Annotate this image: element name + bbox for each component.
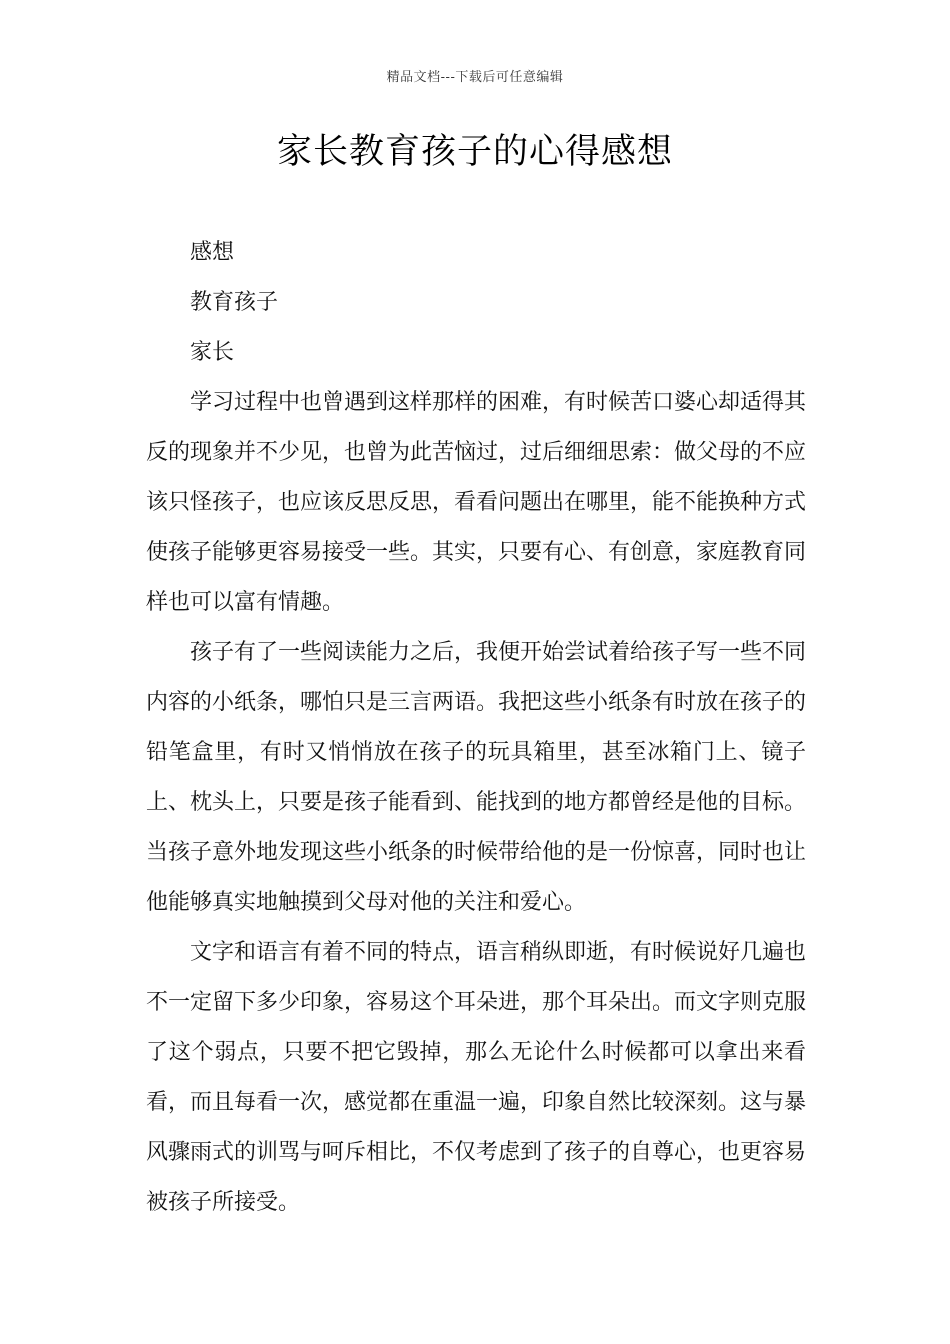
- keyword-line: 教育孩子: [190, 290, 279, 315]
- keyword-line: 家长: [190, 340, 235, 365]
- document-body: [146, 228, 806, 1228]
- body-paragraph: 文字和语言有着不同的特点，语言稍纵即逝，有时候说好几遍也不一定留下多少印象，容易这个耳朵进，那个耳朵出。而文字则克服了这个弱点，只要不把它毁掉，那么无论什么时候都可以拿出来看看，而且每看一次，感觉都在重温一遍，印象自然比较深刻。这与暴风骤雨式的训骂与呵斥相比，不仅考虑到了孩子的自尊心，也更容易被孩子所接受。: [146, 940, 807, 1215]
- body-paragraph: 学习过程中也曾遇到这样那样的困难，有时候苦口婆心却适得其反的现象并不少见，也曾为此苦恼过，过后细细思索：做父母的不应该只怪孩子，也应该反思反思，看看问题出在哪里，能不能换种方式使孩子能够更容易接受一些。其实，只要有心、有创意，家庭教育同样也可以富有情趣。: [146, 390, 807, 615]
- keyword-line: 感想: [190, 240, 235, 265]
- document-title: 家长教育孩子的心得感想: [276, 132, 673, 172]
- page-header: 精品文档---下载后可任意编辑: [386, 70, 564, 85]
- body-paragraph: 孩子有了一些阅读能力之后，我便开始尝试着给孩子写一些不同内容的小纸条，哪怕只是三言两语。我把这些小纸条有时放在孩子的铅笔盒里，有时又悄悄放在孩子的玩具箱里，甚至冰箱门上、镜子上、枕头上，只要是孩子能看到、能找到的地方都曾经是他的目标。当孩子意外地发现这些小纸条的时候带给他的是一份惊喜，同时也让他能够真实地触摸到父母对他的关注和爱心。: [146, 640, 807, 915]
